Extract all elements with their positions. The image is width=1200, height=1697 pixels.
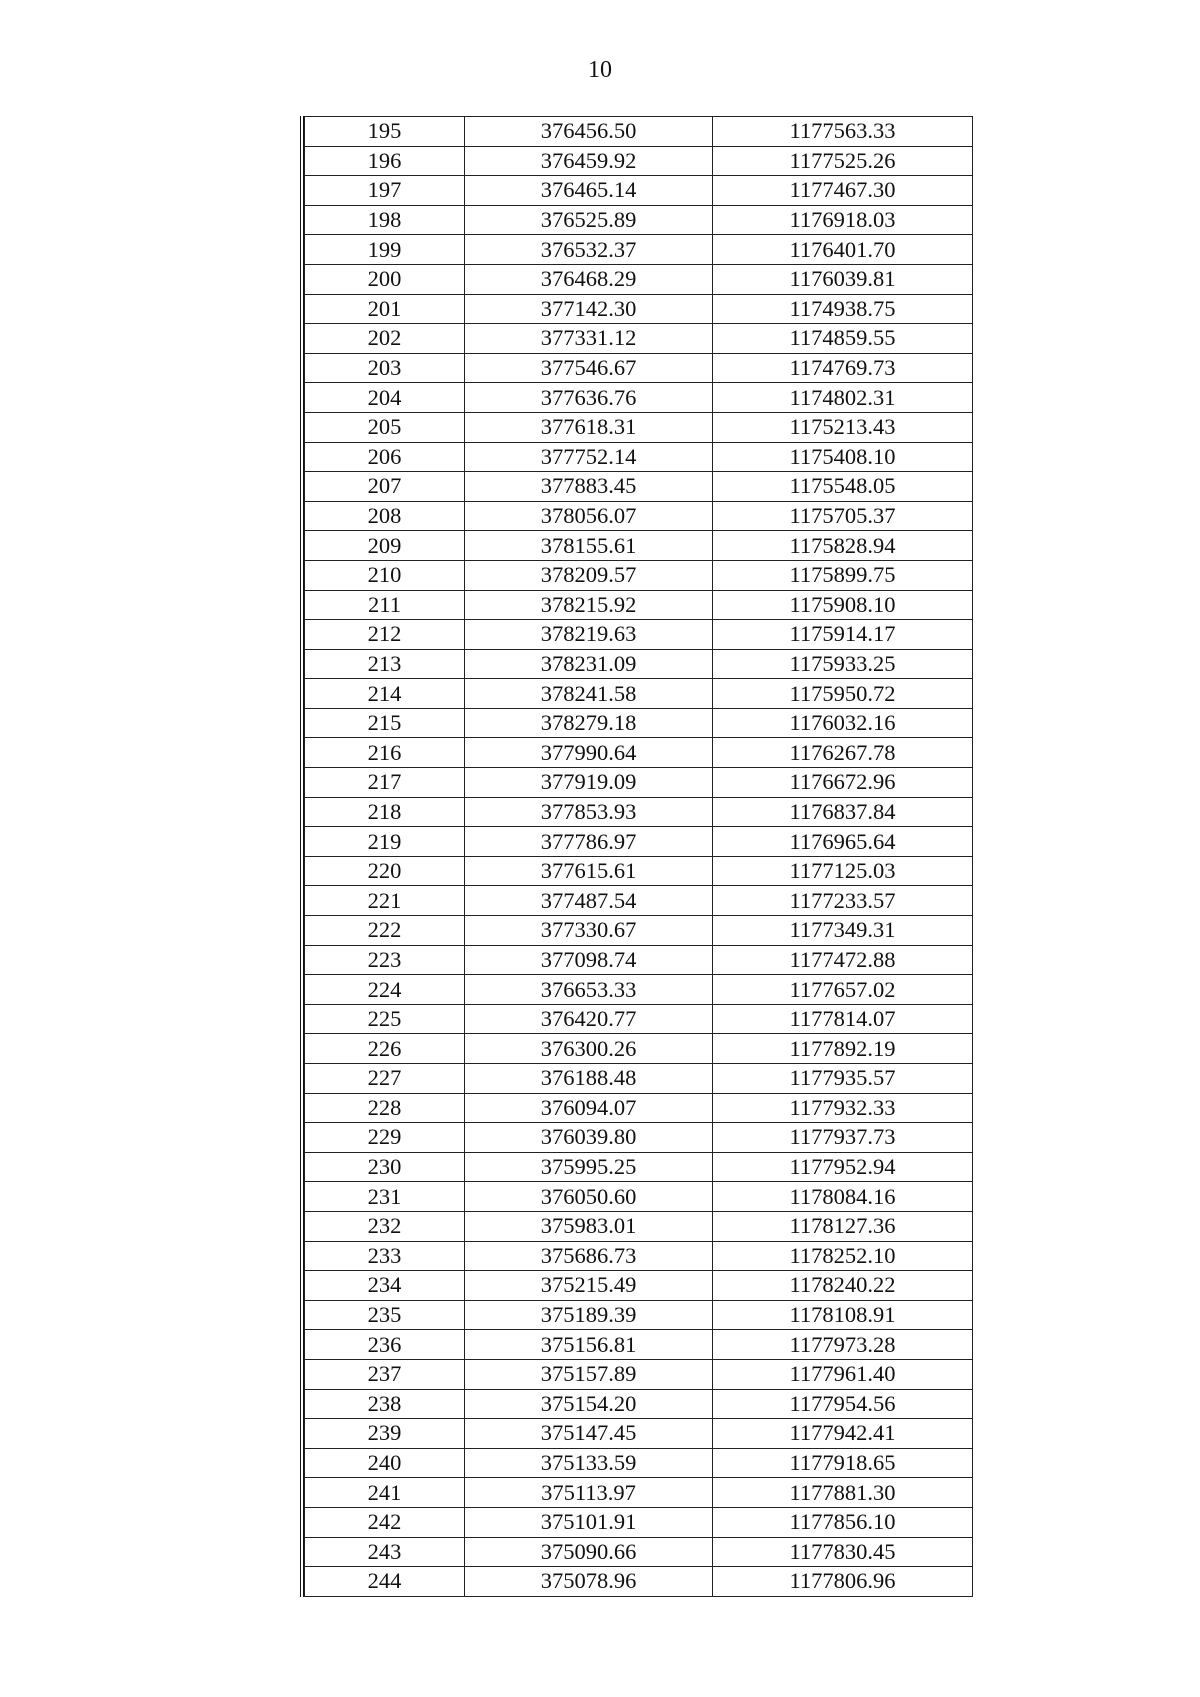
y-coordinate-cell: 1175933.25 (713, 649, 973, 679)
x-coordinate-cell: 376459.92 (465, 146, 713, 176)
table-row (305, 590, 973, 620)
y-coordinate-cell: 1175914.17 (713, 620, 973, 650)
x-coordinate-cell: 378155.61 (465, 531, 713, 561)
y-coordinate-cell: 1175548.05 (713, 472, 973, 502)
table-row (305, 353, 973, 383)
y-coordinate-cell: 1177657.02 (713, 975, 973, 1005)
point-number-cell: 236 (305, 1330, 465, 1360)
table-row (305, 294, 973, 324)
x-coordinate-cell: 377853.93 (465, 797, 713, 827)
x-coordinate-cell: 377990.64 (465, 738, 713, 768)
x-coordinate-cell: 375983.01 (465, 1211, 713, 1241)
table-row (305, 1359, 973, 1389)
point-number-cell: 226 (305, 1034, 465, 1064)
table-row (305, 146, 973, 176)
point-number-cell: 244 (305, 1567, 465, 1597)
y-coordinate-cell: 1174802.31 (713, 383, 973, 413)
point-number-cell: 225 (305, 1004, 465, 1034)
table-row (305, 205, 973, 235)
x-coordinate-cell: 377883.45 (465, 472, 713, 502)
y-coordinate-cell: 1178084.16 (713, 1182, 973, 1212)
x-coordinate-cell: 378231.09 (465, 649, 713, 679)
y-coordinate-cell: 1177892.19 (713, 1034, 973, 1064)
y-coordinate-cell: 1177806.96 (713, 1567, 973, 1597)
x-coordinate-cell: 375113.97 (465, 1478, 713, 1508)
point-number-cell: 238 (305, 1389, 465, 1419)
x-coordinate-cell: 377330.67 (465, 916, 713, 946)
point-number-cell: 210 (305, 560, 465, 590)
point-number-cell: 224 (305, 975, 465, 1005)
y-coordinate-cell: 1175408.10 (713, 442, 973, 472)
x-coordinate-cell: 376420.77 (465, 1004, 713, 1034)
point-number-cell: 204 (305, 383, 465, 413)
point-number-cell: 213 (305, 649, 465, 679)
x-coordinate-cell: 377618.31 (465, 412, 713, 442)
table-row (305, 324, 973, 354)
point-number-cell: 214 (305, 679, 465, 709)
point-number-cell: 211 (305, 590, 465, 620)
point-number-cell: 240 (305, 1448, 465, 1478)
x-coordinate-cell: 375101.91 (465, 1507, 713, 1537)
table-row (305, 442, 973, 472)
y-coordinate-cell: 1176965.64 (713, 827, 973, 857)
y-coordinate-cell: 1177918.65 (713, 1448, 973, 1478)
table-row (305, 560, 973, 590)
y-coordinate-cell: 1177125.03 (713, 856, 973, 886)
point-number-cell: 198 (305, 205, 465, 235)
table-row (305, 738, 973, 768)
x-coordinate-cell: 378215.92 (465, 590, 713, 620)
point-number-cell: 209 (305, 531, 465, 561)
x-coordinate-cell: 375215.49 (465, 1271, 713, 1301)
point-number-cell: 199 (305, 235, 465, 265)
y-coordinate-cell: 1178127.36 (713, 1211, 973, 1241)
table-row (305, 1300, 973, 1330)
table-row (305, 620, 973, 650)
table-row (305, 886, 973, 916)
table-row (305, 176, 973, 206)
y-coordinate-cell: 1177233.57 (713, 886, 973, 916)
y-coordinate-cell: 1177830.45 (713, 1537, 973, 1567)
x-coordinate-cell: 376465.14 (465, 176, 713, 206)
y-coordinate-cell: 1175828.94 (713, 531, 973, 561)
point-number-cell: 241 (305, 1478, 465, 1508)
y-coordinate-cell: 1175705.37 (713, 501, 973, 531)
point-number-cell: 242 (305, 1507, 465, 1537)
x-coordinate-cell: 377142.30 (465, 294, 713, 324)
point-number-cell: 212 (305, 620, 465, 650)
table-row (305, 1093, 973, 1123)
y-coordinate-cell: 1177973.28 (713, 1330, 973, 1360)
point-number-cell: 234 (305, 1271, 465, 1301)
x-coordinate-cell: 375686.73 (465, 1241, 713, 1271)
y-coordinate-cell: 1177814.07 (713, 1004, 973, 1034)
y-coordinate-cell: 1177952.94 (713, 1152, 973, 1182)
point-number-cell: 229 (305, 1123, 465, 1153)
table-row (305, 1330, 973, 1360)
y-coordinate-cell: 1176672.96 (713, 768, 973, 798)
y-coordinate-cell: 1178240.22 (713, 1271, 973, 1301)
y-coordinate-cell: 1177954.56 (713, 1389, 973, 1419)
x-coordinate-cell: 378056.07 (465, 501, 713, 531)
x-coordinate-cell: 375157.89 (465, 1359, 713, 1389)
y-coordinate-cell: 1174769.73 (713, 353, 973, 383)
table-row (305, 412, 973, 442)
x-coordinate-cell: 378241.58 (465, 679, 713, 709)
y-coordinate-cell: 1176039.81 (713, 264, 973, 294)
x-coordinate-cell: 375078.96 (465, 1567, 713, 1597)
table-row (305, 1419, 973, 1449)
table-row (305, 501, 973, 531)
point-number-cell: 195 (305, 117, 465, 147)
table-row (305, 1507, 973, 1537)
point-number-cell: 227 (305, 1064, 465, 1094)
table-row (305, 1152, 973, 1182)
x-coordinate-cell: 376653.33 (465, 975, 713, 1005)
point-number-cell: 231 (305, 1182, 465, 1212)
point-number-cell: 219 (305, 827, 465, 857)
y-coordinate-cell: 1175213.43 (713, 412, 973, 442)
point-number-cell: 208 (305, 501, 465, 531)
point-number-cell: 243 (305, 1537, 465, 1567)
table-row (305, 945, 973, 975)
table-row (305, 916, 973, 946)
coordinates-table-body (305, 117, 973, 1597)
point-number-cell: 237 (305, 1359, 465, 1389)
table-row (305, 1389, 973, 1419)
point-number-cell: 221 (305, 886, 465, 916)
table-row (305, 1241, 973, 1271)
y-coordinate-cell: 1177935.57 (713, 1064, 973, 1094)
point-number-cell: 218 (305, 797, 465, 827)
x-coordinate-cell: 377636.76 (465, 383, 713, 413)
point-number-cell: 205 (305, 412, 465, 442)
y-coordinate-cell: 1178252.10 (713, 1241, 973, 1271)
x-coordinate-cell: 375189.39 (465, 1300, 713, 1330)
x-coordinate-cell: 377752.14 (465, 442, 713, 472)
table-row (305, 472, 973, 502)
table-row (305, 531, 973, 561)
table-row (305, 1123, 973, 1153)
y-coordinate-cell: 1177563.33 (713, 117, 973, 147)
point-number-cell: 215 (305, 708, 465, 738)
table-row (305, 117, 973, 147)
table-row (305, 827, 973, 857)
point-number-cell: 239 (305, 1419, 465, 1449)
point-number-cell: 201 (305, 294, 465, 324)
y-coordinate-cell: 1177525.26 (713, 146, 973, 176)
x-coordinate-cell: 378279.18 (465, 708, 713, 738)
y-coordinate-cell: 1177961.40 (713, 1359, 973, 1389)
table-row (305, 975, 973, 1005)
y-coordinate-cell: 1177472.88 (713, 945, 973, 975)
x-coordinate-cell: 377786.97 (465, 827, 713, 857)
y-coordinate-cell: 1177467.30 (713, 176, 973, 206)
y-coordinate-cell: 1174938.75 (713, 294, 973, 324)
x-coordinate-cell: 378209.57 (465, 560, 713, 590)
point-number-cell: 202 (305, 324, 465, 354)
x-coordinate-cell: 376300.26 (465, 1034, 713, 1064)
point-number-cell: 220 (305, 856, 465, 886)
x-coordinate-cell: 378219.63 (465, 620, 713, 650)
point-number-cell: 196 (305, 146, 465, 176)
point-number-cell: 207 (305, 472, 465, 502)
point-number-cell: 217 (305, 768, 465, 798)
x-coordinate-cell: 377098.74 (465, 945, 713, 975)
point-number-cell: 235 (305, 1300, 465, 1330)
y-coordinate-cell: 1177349.31 (713, 916, 973, 946)
table-row (305, 1034, 973, 1064)
y-coordinate-cell: 1175908.10 (713, 590, 973, 620)
y-coordinate-cell: 1177937.73 (713, 1123, 973, 1153)
x-coordinate-cell: 377615.61 (465, 856, 713, 886)
y-coordinate-cell: 1178108.91 (713, 1300, 973, 1330)
x-coordinate-cell: 377919.09 (465, 768, 713, 798)
point-number-cell: 197 (305, 176, 465, 206)
y-coordinate-cell: 1176837.84 (713, 797, 973, 827)
y-coordinate-cell: 1177932.33 (713, 1093, 973, 1123)
table-row (305, 1478, 973, 1508)
x-coordinate-cell: 376188.48 (465, 1064, 713, 1094)
x-coordinate-cell: 376525.89 (465, 205, 713, 235)
y-coordinate-cell: 1177942.41 (713, 1419, 973, 1449)
x-coordinate-cell: 375154.20 (465, 1389, 713, 1419)
table-row (305, 649, 973, 679)
point-number-cell: 203 (305, 353, 465, 383)
x-coordinate-cell: 376094.07 (465, 1093, 713, 1123)
point-number-cell: 216 (305, 738, 465, 768)
point-number-cell: 230 (305, 1152, 465, 1182)
x-coordinate-cell: 377546.67 (465, 353, 713, 383)
table-row (305, 1211, 973, 1241)
y-coordinate-cell: 1176401.70 (713, 235, 973, 265)
y-coordinate-cell: 1177856.10 (713, 1507, 973, 1537)
point-number-cell: 200 (305, 264, 465, 294)
table-row (305, 708, 973, 738)
x-coordinate-cell: 376039.80 (465, 1123, 713, 1153)
table-row (305, 679, 973, 709)
x-coordinate-cell: 377487.54 (465, 886, 713, 916)
table-row (305, 1004, 973, 1034)
y-coordinate-cell: 1174859.55 (713, 324, 973, 354)
y-coordinate-cell: 1176032.16 (713, 708, 973, 738)
y-coordinate-cell: 1176267.78 (713, 738, 973, 768)
x-coordinate-cell: 375156.81 (465, 1330, 713, 1360)
x-coordinate-cell: 377331.12 (465, 324, 713, 354)
table-row (305, 264, 973, 294)
table-row (305, 1448, 973, 1478)
x-coordinate-cell: 375090.66 (465, 1537, 713, 1567)
table-row (305, 1567, 973, 1597)
table-row (305, 1182, 973, 1212)
x-coordinate-cell: 376456.50 (465, 117, 713, 147)
point-number-cell: 233 (305, 1241, 465, 1271)
x-coordinate-cell: 376468.29 (465, 264, 713, 294)
x-coordinate-cell: 375133.59 (465, 1448, 713, 1478)
table-row (305, 1537, 973, 1567)
table-row (305, 1271, 973, 1301)
coordinates-table-container (300, 116, 976, 1597)
y-coordinate-cell: 1175899.75 (713, 560, 973, 590)
page-number: 10 (588, 57, 612, 83)
x-coordinate-cell: 376532.37 (465, 235, 713, 265)
point-number-cell: 228 (305, 1093, 465, 1123)
y-coordinate-cell: 1176918.03 (713, 205, 973, 235)
x-coordinate-cell: 375995.25 (465, 1152, 713, 1182)
coordinates-table (304, 116, 973, 1597)
x-coordinate-cell: 375147.45 (465, 1419, 713, 1449)
table-row (305, 383, 973, 413)
x-coordinate-cell: 376050.60 (465, 1182, 713, 1212)
table-row (305, 768, 973, 798)
table-row (305, 797, 973, 827)
table-row (305, 856, 973, 886)
point-number-cell: 223 (305, 945, 465, 975)
point-number-cell: 232 (305, 1211, 465, 1241)
y-coordinate-cell: 1175950.72 (713, 679, 973, 709)
table-row (305, 1064, 973, 1094)
y-coordinate-cell: 1177881.30 (713, 1478, 973, 1508)
point-number-cell: 222 (305, 916, 465, 946)
point-number-cell: 206 (305, 442, 465, 472)
table-row (305, 235, 973, 265)
